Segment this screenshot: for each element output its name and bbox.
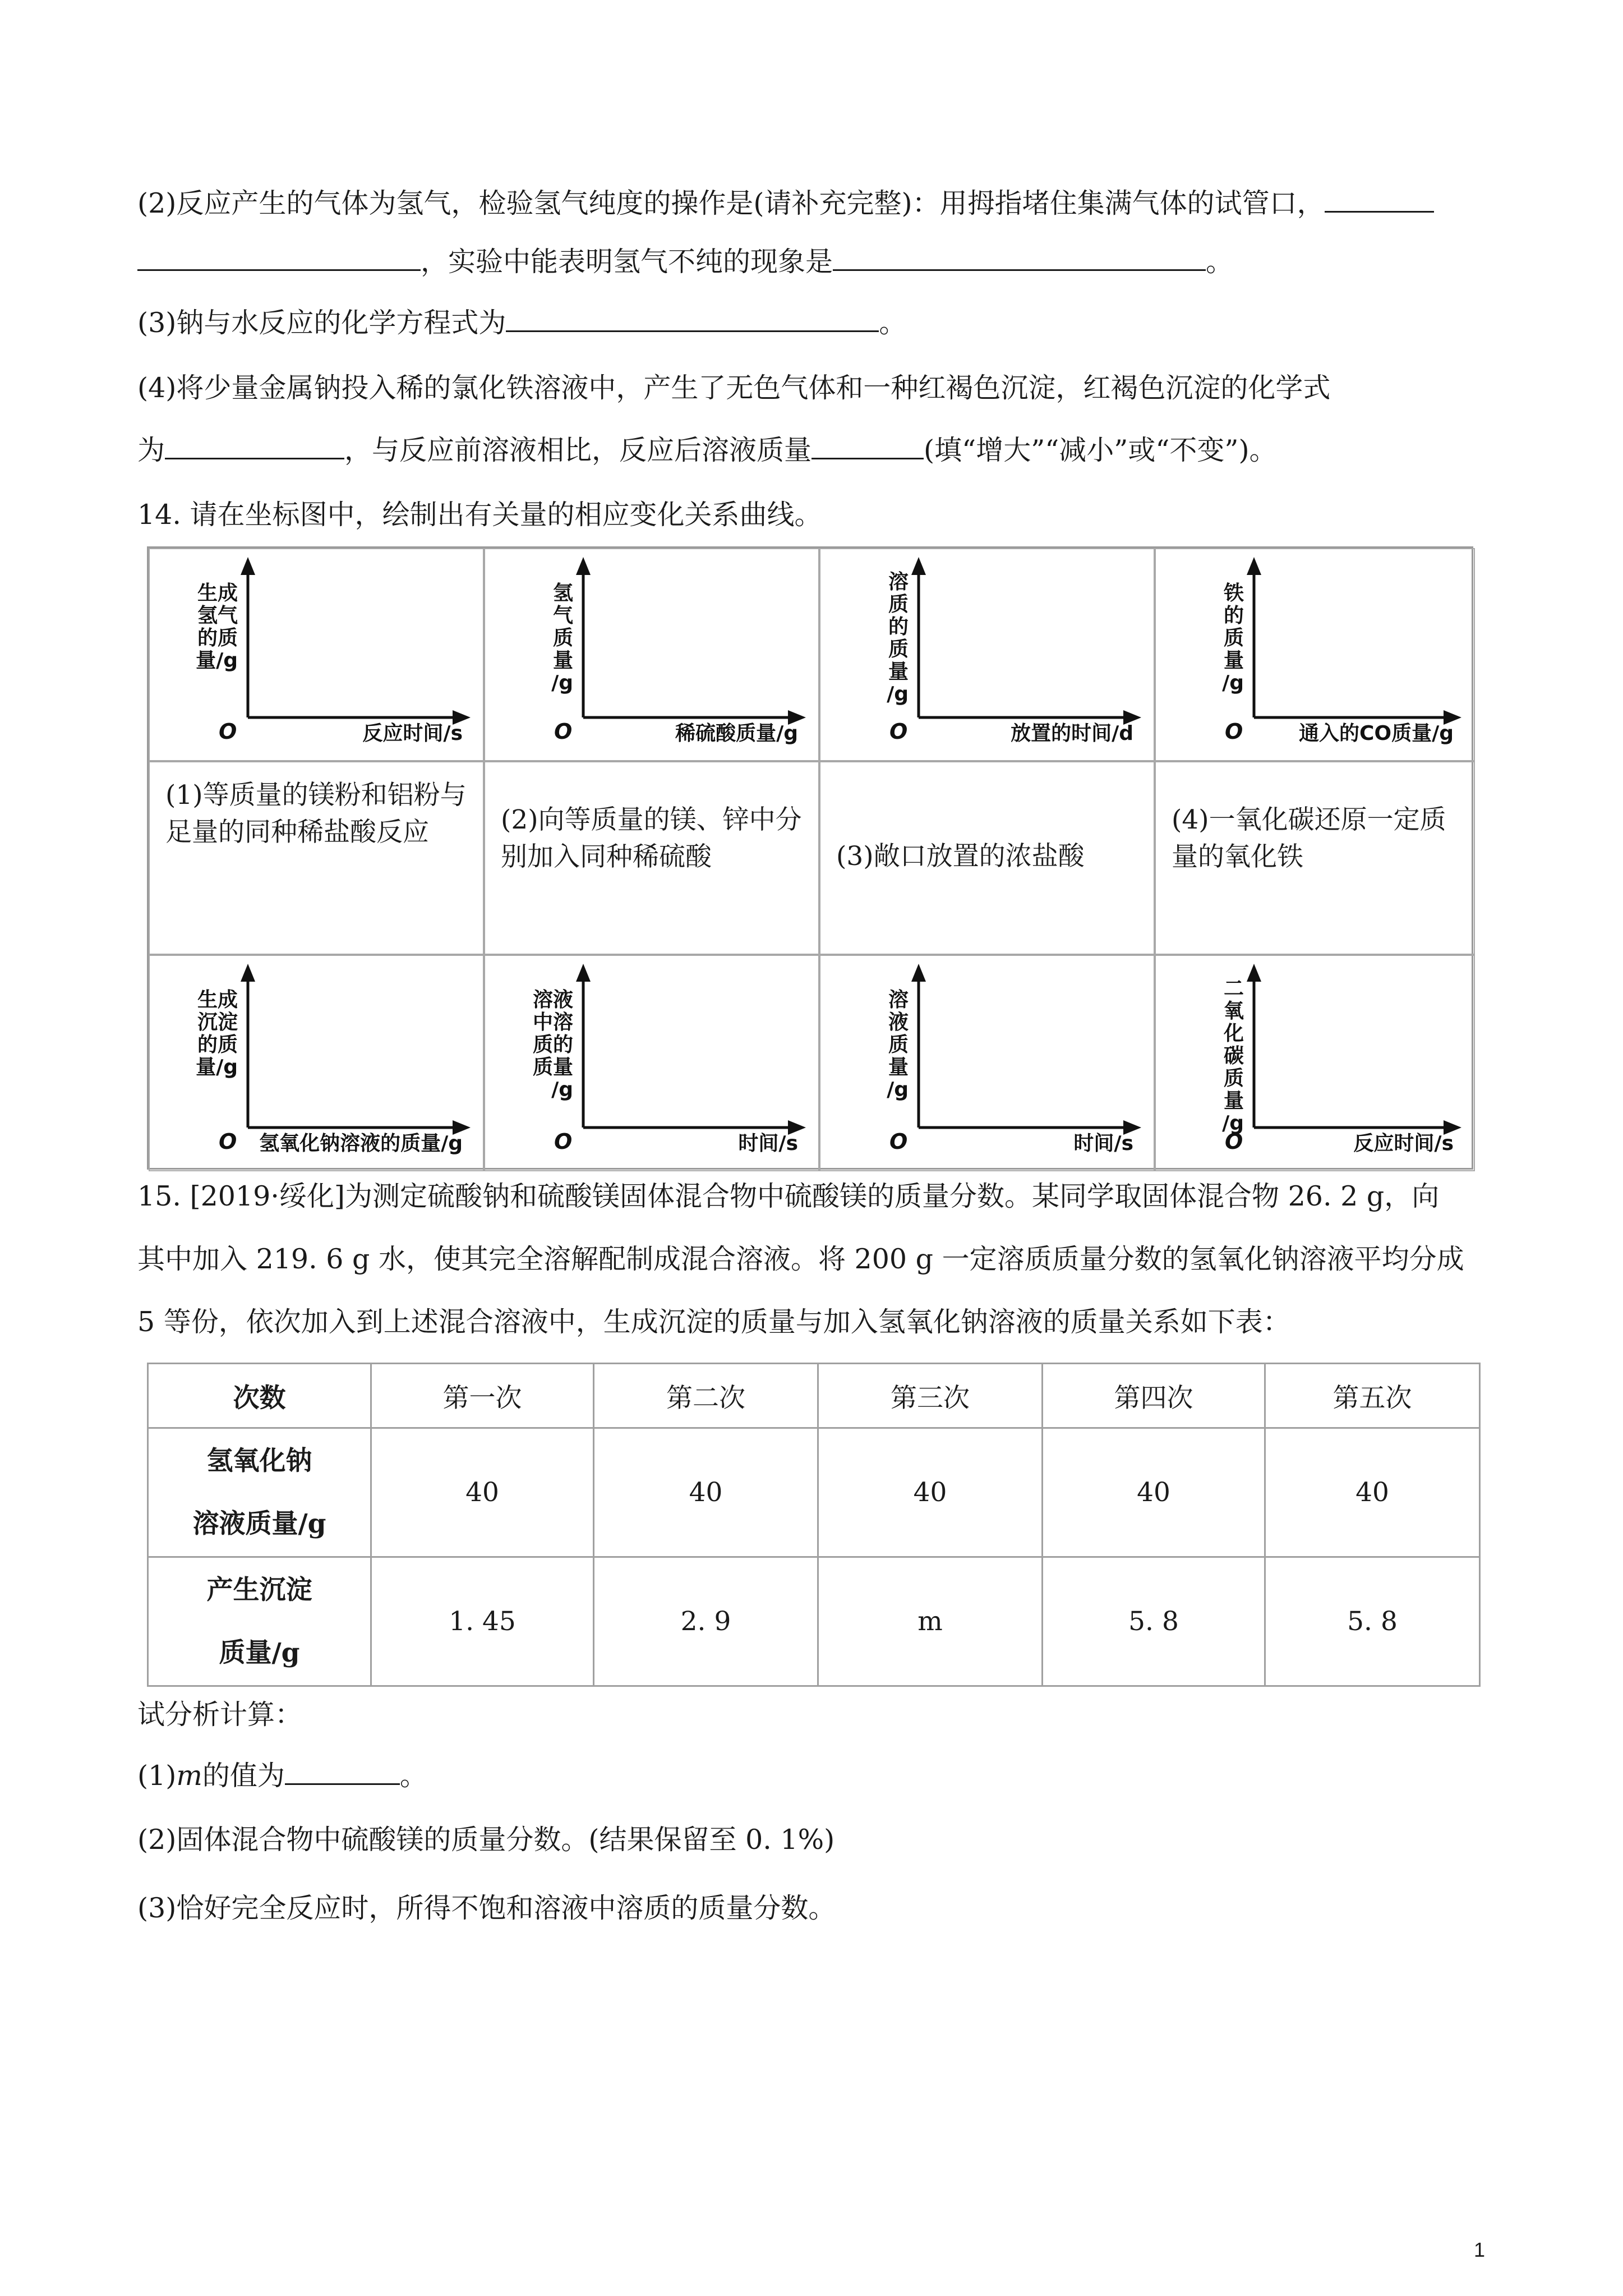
q15-line3: 5 等份，依次加入到上述混合溶液中，生成沉淀的质量与加入氢氧化钠溶液的质量关系如下表：	[137, 1306, 1290, 1338]
table-cell: 40	[1265, 1428, 1480, 1557]
y-axis-label: 质	[888, 638, 909, 661]
punctuation: 。	[399, 1760, 427, 1792]
origin-label: O	[889, 719, 908, 744]
x-axis-label: 氢氧化钠溶液的质量/g	[259, 1132, 463, 1155]
answer-blank[interactable]	[811, 433, 924, 459]
y-axis-label: 溶	[888, 570, 909, 593]
y-axis-label: 量	[888, 1056, 909, 1079]
y-axis-label: 质量	[532, 1056, 573, 1079]
table-cell: 40	[1043, 1428, 1265, 1557]
row-header-line: 氢氧化钠	[206, 1445, 312, 1476]
coordinate-axes	[150, 956, 485, 1172]
punctuation: 。	[1206, 246, 1234, 278]
y-axis-label: 质	[552, 627, 573, 650]
q13-part4-text-b1: 为	[137, 434, 165, 466]
answer-blank[interactable]	[1325, 186, 1434, 213]
q13-part2-line2	[137, 245, 1233, 279]
x-axis-label: 时间/s	[1073, 1132, 1133, 1155]
y-axis-arrow	[241, 964, 255, 982]
y-axis-label: 中溶	[532, 1011, 573, 1034]
y-axis-label: 质	[1223, 627, 1244, 650]
row-header-line: 溶液质量/g	[192, 1508, 326, 1539]
q13-part4-text-b2: ，与反应前溶液相比，反应后溶液质量	[344, 434, 812, 466]
origin-label: O	[1225, 719, 1243, 744]
coordinate-axes	[485, 956, 820, 1172]
y-axis-label: /g	[551, 1078, 573, 1101]
y-axis-label: 量	[1223, 649, 1244, 672]
y-axis-label: 量/g	[196, 649, 238, 672]
row-header	[148, 1428, 371, 1557]
variable-m: m	[176, 1760, 202, 1792]
coordinate-axes	[1156, 956, 1476, 1172]
table-header: 第三次	[818, 1364, 1043, 1428]
q15-line1: 15. [2019·绥化]为测定硫酸钠和硫酸镁固体混合物中硫酸镁的质量分数。某同学取固体混合物 26. 2 g，向	[137, 1180, 1440, 1212]
x-axis-label: 放置的时间/d	[1011, 722, 1133, 745]
y-axis-label: /g	[887, 1078, 909, 1101]
row-header-line: 质量/g	[219, 1637, 300, 1668]
q13-part2-text-b: ，实验中能表明氢气不纯的现象是	[421, 246, 833, 278]
table-header: 第四次	[1043, 1364, 1265, 1428]
table-cell: 40	[594, 1428, 818, 1557]
answer-blank[interactable]	[137, 245, 421, 271]
y-axis-label: 量	[552, 649, 573, 672]
origin-label: O	[219, 1129, 237, 1154]
y-axis-label: 氧	[1223, 1000, 1244, 1023]
y-axis-label: 质	[888, 593, 909, 616]
graph-caption-2: (2)向等质量的镁、锌中分别加入同种稀硫酸	[484, 761, 819, 955]
table-header: 第五次	[1265, 1364, 1480, 1428]
coordinate-axes	[150, 549, 485, 762]
origin-label: O	[219, 719, 237, 744]
y-axis-label: /g	[1222, 1112, 1244, 1135]
q13-part4-line2	[137, 433, 1277, 467]
origin-label: O	[889, 1129, 908, 1154]
y-axis-label: 质	[888, 1033, 909, 1056]
graph-cell-4[interactable]	[1155, 548, 1475, 761]
y-axis-label: 氢	[552, 582, 573, 605]
y-axis-label: 的质	[197, 1033, 238, 1056]
y-axis-label: 量/g	[196, 1056, 238, 1079]
y-axis-label: /g	[887, 683, 909, 706]
graph-cell-1[interactable]	[149, 548, 484, 761]
graph-caption-4: (4)一氧化碳还原一定质量的氧化铁	[1155, 761, 1475, 955]
q15-sub3: (3)恰好完全反应时，所得不饱和溶液中溶质的质量分数。	[137, 1892, 836, 1924]
x-axis-label: 反应时间/s	[1353, 1132, 1454, 1155]
q15-sub2: (2)固体混合物中硫酸镁的质量分数。(结果保留至 0. 1%)	[137, 1824, 835, 1856]
answer-blank[interactable]	[833, 245, 1206, 271]
y-axis-label: 的质	[197, 627, 238, 650]
row-header	[148, 1557, 371, 1686]
y-axis-label: 溶液	[532, 988, 573, 1011]
q13-part4-line1	[137, 371, 1330, 405]
data-table	[147, 1363, 1481, 1687]
y-axis-arrow	[1247, 964, 1261, 982]
y-axis-arrow	[911, 557, 926, 575]
y-axis-arrow	[241, 557, 255, 575]
y-axis-label: 气	[552, 604, 573, 627]
coordinate-axes	[1156, 549, 1476, 762]
q13-part4-text-b3: (填“增大”“减小”或“不变”)。	[924, 434, 1277, 466]
origin-label: O	[1225, 1129, 1243, 1154]
origin-label: O	[554, 1129, 573, 1154]
table-row	[148, 1428, 1480, 1557]
graph-cell-2[interactable]	[484, 548, 819, 761]
table-header: 第二次	[594, 1364, 818, 1428]
table-row	[148, 1557, 1480, 1686]
y-axis-label: /g	[1222, 671, 1244, 694]
y-axis-label: 质	[1223, 1067, 1244, 1090]
table-header: 次数	[148, 1364, 371, 1428]
graph-caption-1: (1)等质量的镁粉和铝粉与足量的同种稀盐酸反应	[149, 761, 484, 955]
page-number: 1	[1474, 2238, 1486, 2261]
y-axis-label: /g	[551, 671, 573, 694]
q13-part3-text: (3)钠与水反应的化学方程式为	[137, 307, 506, 339]
y-axis-label: 沉淀	[197, 1011, 238, 1034]
table-cell: m	[818, 1557, 1043, 1686]
x-axis-label: 稀硫酸质量/g	[675, 722, 798, 745]
graph-cell-8[interactable]	[1155, 955, 1475, 1171]
origin-label: O	[554, 719, 573, 744]
q15-line2: 其中加入 219. 6 g 水，使其完全溶解配制成混合溶液。将 200 g 一定溶质质量分数的氢氧化钠溶液平均分成	[137, 1243, 1464, 1275]
table-cell: 40	[371, 1428, 594, 1557]
y-axis-label: 的	[1223, 604, 1244, 627]
graph-cell-3[interactable]	[819, 548, 1155, 761]
table-cell: 2. 9	[594, 1557, 818, 1686]
coordinate-axes	[485, 549, 820, 762]
q13-part2-text-a: (2)反应产生的气体为氢气，检验氢气纯度的操作是(请补充完整)：用拇指堵住集满气体的试管口，	[137, 187, 1325, 219]
answer-blank[interactable]	[165, 433, 344, 459]
coordinate-axes	[820, 956, 1156, 1172]
y-axis-label: 铁	[1223, 582, 1244, 605]
y-axis-label: 液	[888, 1011, 909, 1034]
y-axis-label: 化	[1223, 1022, 1244, 1045]
table-cell: 1. 45	[371, 1557, 594, 1686]
x-axis-label: 时间/s	[738, 1132, 798, 1155]
x-axis-label: 通入的CO质量/g	[1299, 722, 1454, 745]
q13-part4-text-a: (4)将少量金属钠投入稀的氯化铁溶液中，产生了无色气体和一种红褐色沉淀，红褐色沉淀的化学式	[137, 372, 1331, 404]
y-axis-label: 量	[1223, 1089, 1244, 1112]
q15-sub1-text: 的值为	[202, 1760, 285, 1792]
y-axis-label: 量	[888, 660, 909, 683]
y-axis-label: 生成	[197, 988, 238, 1011]
y-axis-arrow	[1247, 557, 1261, 575]
answer-blank[interactable]	[506, 306, 879, 332]
q15-sub1	[137, 1759, 427, 1793]
table-header-row	[148, 1364, 1480, 1428]
graph-table	[147, 546, 1473, 1170]
table-cell: 5. 8	[1265, 1557, 1480, 1686]
graph-cell-7[interactable]	[819, 955, 1155, 1171]
y-axis-label: 碳	[1223, 1045, 1244, 1068]
coordinate-axes	[820, 549, 1156, 762]
q14-prompt: 14. 请在坐标图中，绘制出有关量的相应变化关系曲线。	[137, 499, 822, 531]
y-axis-arrow	[911, 964, 926, 982]
y-axis-label: 溶	[888, 988, 909, 1011]
y-axis-label: 生成	[197, 582, 238, 605]
y-axis-label: 二	[1223, 977, 1244, 1000]
y-axis-label: 质的	[532, 1033, 573, 1056]
graph-cell-5[interactable]	[149, 955, 484, 1171]
table-header: 第一次	[371, 1364, 594, 1428]
x-axis-label: 反应时间/s	[362, 722, 463, 745]
answer-blank[interactable]	[285, 1759, 400, 1785]
y-axis-label: 的	[888, 615, 909, 638]
q13-part2-line1	[137, 186, 1434, 220]
y-axis-arrow	[576, 557, 591, 575]
graph-cell-6[interactable]	[484, 955, 819, 1171]
row-header-line: 产生沉淀	[206, 1574, 312, 1605]
y-axis-label: 氢气	[197, 604, 238, 627]
table-cell: 40	[818, 1428, 1043, 1557]
q15-sub1-num: (1)	[137, 1760, 177, 1792]
y-axis-arrow	[576, 964, 591, 982]
q15-analysis: 试分析计算：	[137, 1699, 303, 1731]
table-cell: 5. 8	[1043, 1557, 1265, 1686]
q13-part3-line	[137, 306, 906, 340]
graph-caption-3: (3)敞口放置的浓盐酸	[819, 761, 1155, 955]
punctuation: 。	[879, 307, 907, 339]
